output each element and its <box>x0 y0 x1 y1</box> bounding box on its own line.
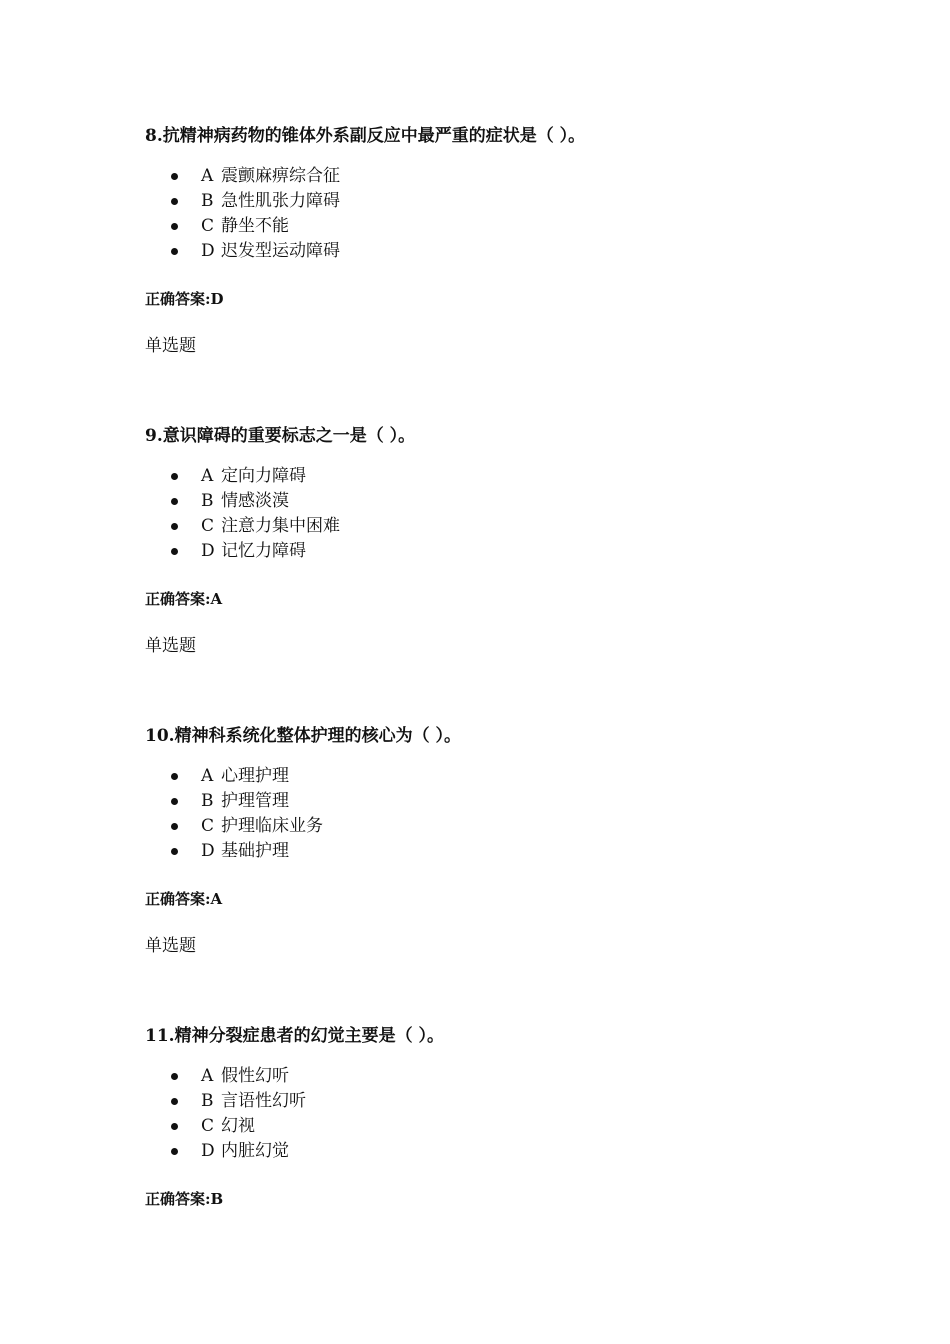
option-list <box>145 164 905 264</box>
question-title: 11.精神分裂症患者的幻觉主要是（ ）。 <box>145 1026 444 1046</box>
option-item <box>145 489 905 514</box>
option-list <box>145 1064 905 1164</box>
option-text: 内脏幻觉 <box>221 1141 289 1161</box>
option-item <box>145 239 905 264</box>
correct-answer: 正确答案:D <box>145 290 224 308</box>
option-item <box>145 214 905 239</box>
bullet-icon <box>171 198 178 205</box>
bullet-icon <box>171 1123 178 1130</box>
option-letter: C <box>201 1116 215 1136</box>
bullet-icon <box>171 248 178 255</box>
option-text: 情感淡漠 <box>221 491 289 511</box>
question-type-label: 单选题 <box>145 636 196 656</box>
option-letter: B <box>201 191 214 211</box>
option-text: 幻视 <box>221 1116 255 1136</box>
option-item <box>145 1089 905 1114</box>
question-type-label: 单选题 <box>145 336 196 356</box>
bullet-icon <box>171 1148 178 1155</box>
option-text: 急性肌张力障碍 <box>221 191 340 211</box>
correct-answer: 正确答案:B <box>145 1190 224 1208</box>
option-item <box>145 789 905 814</box>
option-item <box>145 464 905 489</box>
option-item <box>145 539 905 564</box>
bullet-icon <box>171 1098 178 1105</box>
option-letter: A <box>201 766 214 786</box>
correct-answer: 正确答案:A <box>145 890 223 908</box>
bullet-icon <box>171 823 178 830</box>
option-letter: B <box>201 491 214 511</box>
option-text: 记忆力障碍 <box>221 541 306 561</box>
bullet-icon <box>171 798 178 805</box>
bullet-icon <box>171 523 178 530</box>
question-title: 9.意识障碍的重要标志之一是（ ）。 <box>145 426 416 446</box>
option-text: 静坐不能 <box>221 216 289 236</box>
correct-answer: 正确答案:A <box>145 590 223 608</box>
question-10 <box>145 724 905 958</box>
question-title: 10.精神科系统化整体护理的核心为（ ）。 <box>145 726 461 746</box>
question-8 <box>145 124 905 358</box>
option-item <box>145 839 905 864</box>
option-text: 震颤麻痹综合征 <box>221 166 340 186</box>
option-text: 护理管理 <box>221 791 289 811</box>
option-letter: A <box>201 166 214 186</box>
option-letter: A <box>201 466 214 486</box>
bullet-icon <box>171 223 178 230</box>
option-letter: A <box>201 1066 214 1086</box>
question-type-label: 单选题 <box>145 936 196 956</box>
bullet-icon <box>171 548 178 555</box>
option-list <box>145 764 905 864</box>
option-letter: B <box>201 791 214 811</box>
option-letter: C <box>201 216 215 236</box>
bullet-icon <box>171 1073 178 1080</box>
bullet-icon <box>171 498 178 505</box>
option-letter: C <box>201 516 215 536</box>
option-item <box>145 189 905 214</box>
bullet-icon <box>171 473 178 480</box>
option-text: 定向力障碍 <box>221 466 306 486</box>
option-text: 基础护理 <box>221 841 289 861</box>
option-list <box>145 464 905 564</box>
option-item <box>145 1114 905 1139</box>
question-title: 8.抗精神病药物的锥体外系副反应中最严重的症状是（ ）。 <box>145 126 586 146</box>
option-item <box>145 514 905 539</box>
option-letter: D <box>201 841 215 861</box>
option-letter: D <box>201 541 215 561</box>
option-text: 言语性幻听 <box>221 1091 306 1111</box>
option-item <box>145 764 905 789</box>
bullet-icon <box>171 848 178 855</box>
option-letter: D <box>201 241 215 261</box>
option-item <box>145 1139 905 1164</box>
bullet-icon <box>171 773 178 780</box>
option-text: 注意力集中困难 <box>221 516 340 536</box>
bullet-icon <box>171 173 178 180</box>
option-text: 护理临床业务 <box>221 816 323 836</box>
option-letter: B <box>201 1091 214 1111</box>
option-letter: D <box>201 1141 215 1161</box>
option-item <box>145 164 905 189</box>
question-9 <box>145 424 905 658</box>
option-letter: C <box>201 816 215 836</box>
option-text: 心理护理 <box>221 766 289 786</box>
option-item <box>145 814 905 839</box>
question-11 <box>145 1024 905 1210</box>
option-text: 假性幻听 <box>221 1066 289 1086</box>
option-text: 迟发型运动障碍 <box>221 241 340 261</box>
option-item <box>145 1064 905 1089</box>
